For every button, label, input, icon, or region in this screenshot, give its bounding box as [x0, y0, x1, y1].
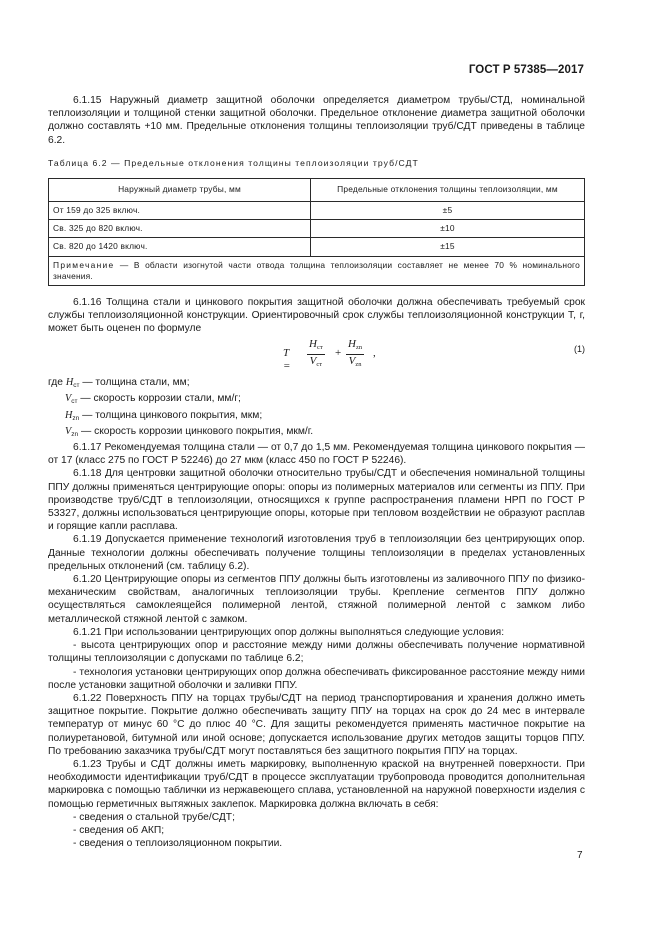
formula-fraction-steel [307, 338, 325, 371]
table-header-diameter: Наружный диаметр трубы, мм [49, 179, 311, 202]
page-content [48, 94, 585, 850]
list-item: - сведения о стальной трубе/СДТ; [73, 811, 235, 823]
list-item: - сведения о теплоизоляционном покрытии. [73, 838, 283, 850]
definition-line [48, 376, 585, 392]
table-cell-diameter: Св. 325 до 820 включ. [49, 220, 311, 238]
clause-6-1-21: 6.1.21 При использовании центрирующих опор должны выполняться следующие условия: [73, 626, 505, 638]
formula-comma: , [373, 347, 376, 360]
definition-text: — скорость коррозии цинкового покрытия, мкм/г. [78, 425, 314, 437]
table-cell-tolerance: ±10 [311, 220, 585, 238]
tolerance-table [48, 178, 585, 286]
formula-symbol: V [348, 355, 356, 368]
formula-denominator-steel [307, 355, 325, 371]
table-note-row [49, 256, 585, 285]
definition-line [48, 425, 585, 441]
formula-number: (1) [574, 344, 585, 355]
definition-subscript: zn [72, 414, 80, 422]
formula-symbol: V [309, 355, 317, 368]
formula-symbol: H [348, 338, 356, 351]
definition-subscript: ст [73, 382, 80, 390]
table-cell-diameter: Св. 820 до 1420 включ. [49, 238, 311, 256]
definition-symbol: H [65, 377, 74, 389]
definition-symbol: V [65, 425, 72, 437]
formula-subscript: zn [355, 361, 362, 369]
clause-6-1-18: 6.1.18 Для центровки защитной оболочки относительно трубы/СДТ и обеспечения номинальной толщины ППУ должны применяться центрирующие опоры: опоры из полимерных материалов или сегменты из ППУ. При производстве труб/СДТ в теплоизоляции, относящихся к группе распространения пламени НРП по ГОСТ Р 53327, должны использоваться центрирующие опоры, которые при тепловом воздействии не образуют расплав и горящие капли расплава. [48, 468, 585, 533]
table-note [49, 256, 585, 285]
table-caption-text: — Предельные отклонения толщины теплоизоляции труб/СДТ [107, 157, 419, 168]
table-header-row [49, 179, 585, 202]
clause-6-1-20: 6.1.20 Центрирующие опоры из сегментов ППУ должны быть изготовлены из заливочного ППУ по физико-механическим свойствам, аналогичных теплоизоляции трубы. Крепление сегментов ППУ должно осуществляться самоклеящейся полимерной лентой, стяжной полимерной лентой с замком либо металлической стяжной лентой с замком. [48, 574, 585, 625]
clause-6-1-15: 6.1.15 Наружный диаметр защитной оболочки определяется диаметром трубы/СТД, номинальной теплоизоляции и толщиной стенки защитной оболочки. Предельное отклонение диаметра защитной оболочки должно составлять +10 мм. Предельные отклонения толщины теплоизоляции труб/СДТ приведены в таблице 6.2. [48, 95, 585, 146]
table-row [49, 202, 585, 220]
definition-symbol: H [65, 409, 73, 421]
table-note-text: — В области изогнутой части отвода толщина теплоизоляции составляет не менее 70 % номинального значения. [53, 259, 580, 281]
definition-subscript: zn [71, 430, 79, 438]
list-item: - сведения об АКП; [73, 824, 165, 836]
page-number: 7 [577, 850, 583, 861]
clause-6-1-23: 6.1.23 Трубы и СДТ должны иметь маркировку, выполненную краской на внутренней поверхности. При необходимости идентификации труб/СДТ в процессе эксплуатации трубопровода проводится дополнительная маркировка с помощью таблички из нержавеющего сплава, установленной на наружной поверхности изделия с помощью герметичных вытяжных заклепок. Маркировка должна включать в себя: [48, 758, 585, 810]
formula-denominator-zinc [346, 355, 364, 371]
table-header-tolerance: Предельные отклонения толщины теплоизоляции, мм [311, 179, 585, 202]
definition-text: — толщина цинкового покрытия, мкм; [79, 409, 263, 421]
formula-numerator-zinc [346, 338, 364, 355]
definition-line [48, 409, 585, 425]
clause-6-1-16: 6.1.16 Толщина стали и цинкового покрытия защитной оболочки должна обеспечивать требуемый срок службы теплоизоляционной конструкции. Ориентировочный срок службы теплоизоляционной конструкции T, г, может быть оценен по формуле [48, 296, 585, 335]
definition-subscript: ст [71, 398, 78, 406]
table-row [49, 220, 585, 238]
formula-subscript: ст [316, 344, 323, 352]
formula-subscript: zn [355, 344, 363, 352]
definition-text: — скорость коррозии стали, мм/г; [77, 393, 241, 405]
clause-6-1-19: 6.1.19 Допускается применение технологий изготовления труб в теплоизоляции без центрирующих опор. Данные технологии должны обеспечивать получение толщины теплоизоляции в пределах установленных предельных отклонений (см. таблицу 6.2). [48, 534, 585, 572]
table-cell-tolerance: ±15 [311, 238, 585, 256]
definition-text: — толщина стали, мм; [79, 377, 190, 389]
table-note-label: Примечание [53, 259, 115, 270]
formula-symbol: H [309, 338, 317, 351]
formula-lhs: T = [283, 347, 291, 373]
table-cell-tolerance: ±5 [311, 202, 585, 220]
table-caption-label: Таблица 6.2 [48, 157, 108, 168]
definition-intro: где [48, 377, 63, 389]
formula-numerator-steel [307, 338, 325, 355]
document-code-header: ГОСТ Р 57385—2017 [468, 64, 584, 76]
definition-line [48, 392, 585, 408]
table-cell-diameter: От 159 до 325 включ. [49, 202, 311, 220]
list-item: - высота центрирующих опор и расстояние между ними должны обеспечивать получение нормативной толщины теплоизоляции с допусками по таблице 6.2; [48, 640, 585, 665]
definition-symbol: V [65, 393, 72, 405]
clause-6-1-17: 6.1.17 Рекомендуемая толщина стали — от 0,7 до 1,5 мм. Рекомендуемая толщина цинкового покрытия — от 17 (класс 275 по ГОСТ Р 52246) до 27 мкм (класс 450 по ГОСТ Р 52246). [48, 442, 585, 467]
table-caption [48, 157, 585, 170]
table-row [49, 238, 585, 256]
formula-block [48, 338, 585, 373]
list-item: - технология установки центрирующих опор должна обеспечивать фиксированное расстояние между ними после установки защитной оболочки и заливки ППУ. [48, 666, 585, 691]
clause-6-1-22: 6.1.22 Поверхность ППУ на торцах трубы/СДТ на период транспортирования и хранения должно иметь защитное покрытие. Покрытие должно обеспечивать защиту ППУ на торцах на срок до 24 мес в интервале температур от минус 60 °С до плюс 40 °С. Для защиты рекомендуется применять мастичное покрытие на полиуретановой, битумной или иной основе; допускается использование других методов защиты торцов ППУ. По требованию заказчика трубы/СДТ могут поставляться без защитного покрытия ППУ на торцах. [48, 692, 585, 757]
formula-plus: + [335, 347, 342, 360]
formula-subscript: ст [316, 361, 323, 369]
formula-fraction-zinc [346, 338, 364, 371]
